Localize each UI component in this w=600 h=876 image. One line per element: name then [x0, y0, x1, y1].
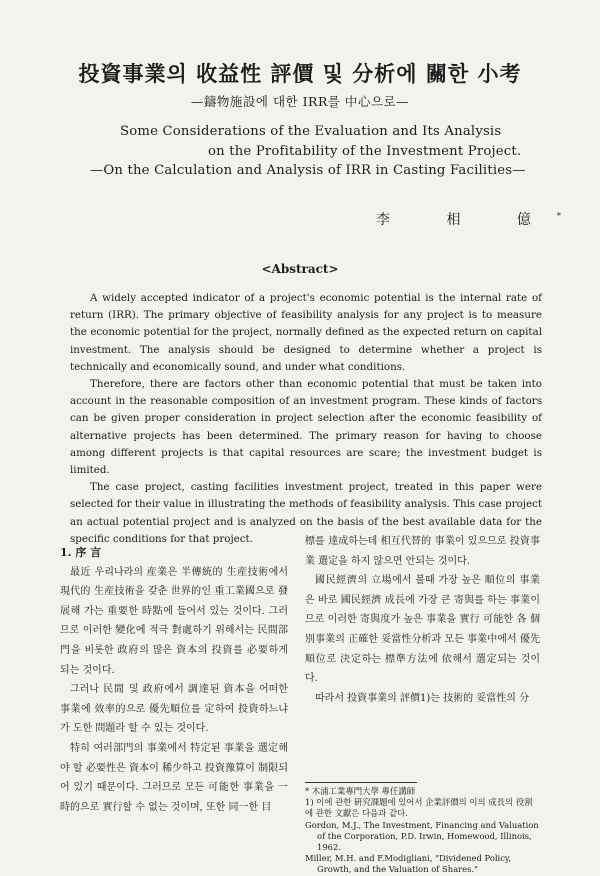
english-title-line-2: on the Profitability of the Investment Project.: [208, 144, 522, 159]
section-heading: 1. 序 言: [60, 546, 102, 559]
abstract-paragraph: A widely accepted indicator of a project's economic potential is the internal rate of return (IRR). The primary objective of feasibility analysis for any project is to measure the economic potential for the project, normally defined as the expected return on capital investment. The analysis should be designed to determine whether a project is technically and economically sound, and under what conditions.: [70, 292, 542, 373]
body-paragraph: 特히 여러部門의 事業에서 特定된 事業을 選定해야 할 必要性은 資本이 稀少하고 投資豫算이 制限되어 있기 때문이다. 그러므로 모든 可能한 事業을 一時的으로 實行할 수 없는 것이며, 또한 同一한 目: [60, 742, 288, 813]
author-footnote-mark: *: [556, 211, 561, 221]
footnote-divider: [305, 782, 417, 783]
body-paragraph: 標를 達成하는데 相互代替的 事業이 있으므로 投資事業 選定을 하지 않으면 안되는 것이다.: [305, 536, 540, 567]
korean-title: 投資事業의 收益性 評價 및 分析에 關한 小考: [78, 61, 522, 86]
footnotes: [305, 786, 540, 876]
right-column: [305, 532, 540, 708]
english-subtitle-line: —On the Calculation and Analysis of IRR in Casting Facilities—: [90, 163, 526, 178]
body-paragraph: 最近 우리나라의 産業은 半傳統的 生産技術에서 現代的 生産技術을 갖춘 世界的인 重工業國으로 發展해 가는 重要한 時點에 들어서 있는 것이다. 그러므로 이러한 變化에 적극 對處하기 위해서는 民間部門을 비롯한 政府의 많은 資本의 投資를 必要하게 되는 것이다.: [60, 566, 288, 676]
body-paragraph: 그러나 民間 및 政府에서 調達된 資本을 어떠한 事業에 效率的으로 優先順位를 定하여 投資하느냐가 도한 問題라 할 수 있는 것이다.: [60, 684, 288, 735]
left-column: [60, 543, 288, 817]
footnote-1: 1) 이에 관한 硏究課題에 있어서 企業評價의 이의 成長의 役割에 관한 文獻은 다음과 같다.: [305, 797, 533, 819]
korean-subtitle: —鑄物施設에 대한 IRR를 中心으로—: [190, 94, 410, 109]
abstract-paragraph: The case project, casting facilities investment project, treated in this paper were selected for their value in illustrating the methods of feasibility analysis. This case project an actual potential project and is analyzed on the basis of the best available data for the specific conditions for that project.: [70, 481, 542, 545]
author-name: 李 相 億*: [376, 211, 561, 228]
footnote-affiliation: * 木浦工業專門大學 專任講師: [305, 786, 416, 796]
body-paragraph: 따라서 投資事業의 評價1)는 技術的 妥當性의 分: [315, 692, 530, 704]
body-paragraph: 國民經濟의 立場에서 볼때 가장 높은 順位의 事業은 바로 國民經濟 成長에 가장 큰 寄與를 하는 事業이므로 이러한 寄與度가 높은 事業을 實行 可能한 各 個別事業의 正確한 妥當性分析과 모든 事業中에서 優先順位로 決定하는 標準方法에 依해서 選定되는 것이다.: [305, 575, 540, 685]
abstract-body: [70, 290, 542, 548]
abstract-heading: <Abstract>: [261, 262, 339, 276]
abstract-paragraph: Therefore, there are factors other than economic potential that must be taken into account in the reasonable composition of an investment program. These kinds of factors can be given proper consideration in project selection after the economic feasibility of alternative projects has been determined. The primary reason for having to choose among different projects is that capital resources are scare; the investment budget is limited.: [70, 378, 542, 477]
footnote-reference: Gordon, M.J., The Investment, Financing and Valuation of the Corporation, P.D. Irwin, Homewood, Illinois, 1962.: [305, 819, 539, 853]
english-title-line-1: Some Considerations of the Evaluation and Its Analysis: [120, 124, 502, 139]
footnote-reference: Miller, M.H. and F.Modigliani, "Dividened Policy, Growth, and the Valuation of Shares.": [305, 853, 512, 875]
